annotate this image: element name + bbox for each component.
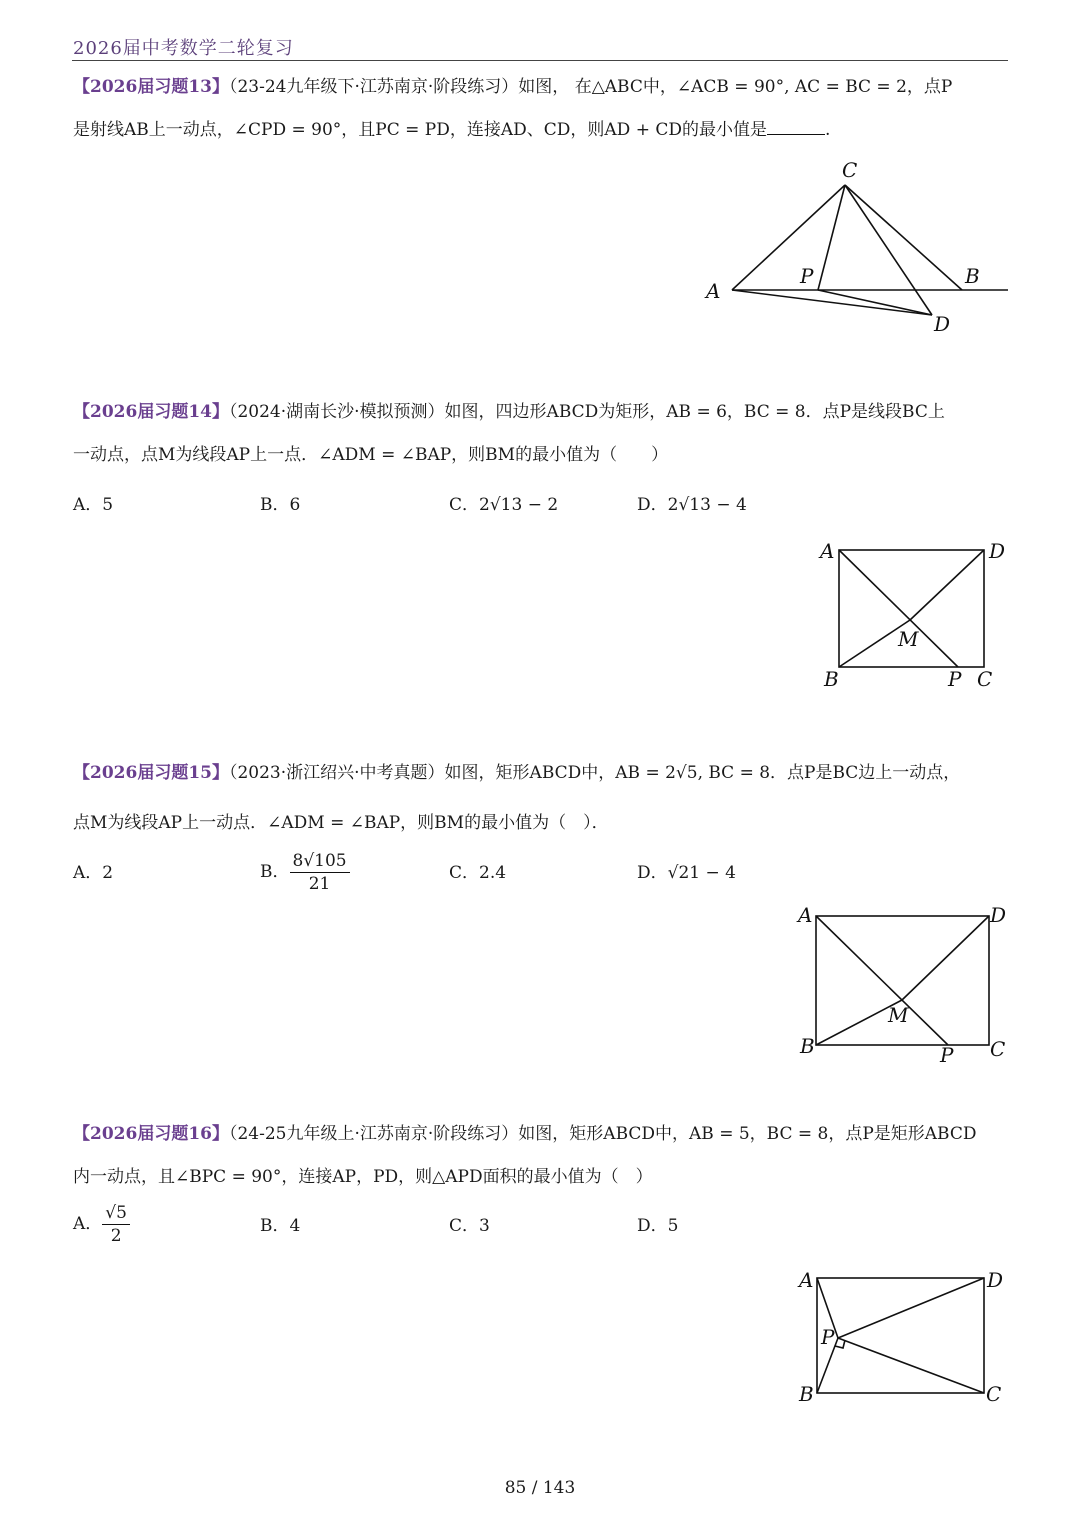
problem-15-option-b-fraction xyxy=(290,850,350,895)
problem-15-tag: 【2026届习题15】 xyxy=(73,763,229,783)
figure-15 xyxy=(790,898,1020,1073)
problem-15-option-a: A．2 xyxy=(73,863,114,883)
problem-16-line-1 xyxy=(73,1123,977,1145)
page-number: 85 / 143 xyxy=(504,1478,576,1498)
problem-14-tag: 【2026届习题14】 xyxy=(73,402,229,422)
fig15-label-a: A xyxy=(798,903,813,927)
fig16-label-d: D xyxy=(987,1268,1004,1292)
problem-13-text-2-end: . xyxy=(824,120,831,140)
problem-16-option-b: B．4 xyxy=(260,1216,301,1236)
problem-13-text-2: 是射线AB上一动点，∠CPD = 90°，且PC = PD，连接AD、CD，则AD + CD的最小值是 xyxy=(73,120,767,140)
fig14-label-b: B xyxy=(824,667,839,691)
fig15-label-d: D xyxy=(990,903,1007,927)
fraction-numerator: √5 xyxy=(102,1202,130,1225)
figure-14 xyxy=(810,535,1020,695)
problem-15-option-c: C．2.4 xyxy=(449,863,507,883)
figure-16 xyxy=(790,1262,1020,1412)
fraction-numerator: 8√105 xyxy=(290,850,350,873)
fig15-label-c: C xyxy=(990,1037,1006,1061)
problem-16-line-2: 内一动点，且∠BPC = 90°，连接AP，PD，则△APD面积的最小值为（ ） xyxy=(73,1167,653,1187)
fig13-label-b: B xyxy=(965,264,980,288)
problem-14-text-1: （2024·湖南长沙·模拟预测）如图，四边形ABCD为矩形，AB = 6，BC = 8．点P是线段BC上 xyxy=(228,402,945,422)
fig16-label-a: A xyxy=(799,1268,814,1292)
problem-15-text-1: （2023·浙江绍兴·中考真题）如图，矩形ABCD中，AB = 2√5, BC = 8．点P是BC边上一动点， xyxy=(228,763,961,783)
problem-15-option-d: D．√21 − 4 xyxy=(637,863,736,883)
fraction-denominator: 2 xyxy=(110,1226,122,1246)
fig16-label-p: P xyxy=(821,1325,835,1349)
fig13-label-p: P xyxy=(800,264,814,288)
problem-14-line-1 xyxy=(73,401,945,423)
problem-13-text-1: （23-24九年级下·江苏南京·阶段练习）如图， 在△ABC中，∠ACB = 90°, AC = BC = 2，点P xyxy=(228,77,953,97)
problem-16-option-a xyxy=(73,1202,130,1247)
problem-13-line-2 xyxy=(73,119,830,141)
problem-16-option-c: C．3 xyxy=(449,1216,490,1236)
answer-blank xyxy=(767,120,825,135)
fig15-label-b: B xyxy=(800,1034,815,1058)
document-header-title: 2026届中考数学二轮复习 xyxy=(73,38,294,59)
fig14-label-p: P xyxy=(948,667,962,691)
problem-16-option-a-prefix: A． xyxy=(73,1214,103,1234)
problem-14-option-b: B．6 xyxy=(260,495,301,515)
problem-16-option-a-fraction xyxy=(102,1202,130,1247)
problem-15-line-2: 点M为线段AP上一动点．∠ADM = ∠BAP，则BM的最小值为（ ）． xyxy=(73,813,609,833)
problem-14-option-d: D．2√13 − 4 xyxy=(637,495,747,515)
problem-14-option-c: C．2√13 − 2 xyxy=(449,495,559,515)
problem-14-line-2: 一动点，点M为线段AP上一点．∠ADM = ∠BAP，则BM的最小值为（ ） xyxy=(73,445,669,465)
fig14-label-c: C xyxy=(977,667,993,691)
problem-16-text-1: （24-25九年级上·江苏南京·阶段练习）如图，矩形ABCD中，AB = 5，BC = 8，点P是矩形ABCD xyxy=(228,1124,977,1144)
fig15-label-p: P xyxy=(940,1043,954,1067)
problem-13-line-1 xyxy=(73,76,952,98)
figure-13 xyxy=(700,155,1020,345)
fig14-label-d: D xyxy=(989,539,1006,563)
fig16-label-b: B xyxy=(799,1382,814,1406)
problem-15-option-b xyxy=(260,850,350,895)
problem-13-tag: 【2026届习题13】 xyxy=(73,77,229,97)
problem-15-line-1 xyxy=(73,762,960,784)
fig13-label-d: D xyxy=(934,312,951,336)
problem-16-tag: 【2026届习题16】 xyxy=(73,1124,229,1144)
problem-16-option-d: D．5 xyxy=(637,1216,679,1236)
fig14-label-m: M xyxy=(898,627,919,651)
fig13-label-a: A xyxy=(706,279,721,303)
fraction-denominator: 21 xyxy=(308,874,331,894)
fig14-label-a: A xyxy=(820,539,835,563)
fig16-label-c: C xyxy=(986,1382,1002,1406)
fig15-label-m: M xyxy=(888,1003,909,1027)
fig13-label-c: C xyxy=(842,158,858,182)
problem-14-option-a: A．5 xyxy=(73,495,114,515)
problem-15-option-b-prefix: B． xyxy=(260,862,290,882)
header-divider xyxy=(72,60,1008,61)
